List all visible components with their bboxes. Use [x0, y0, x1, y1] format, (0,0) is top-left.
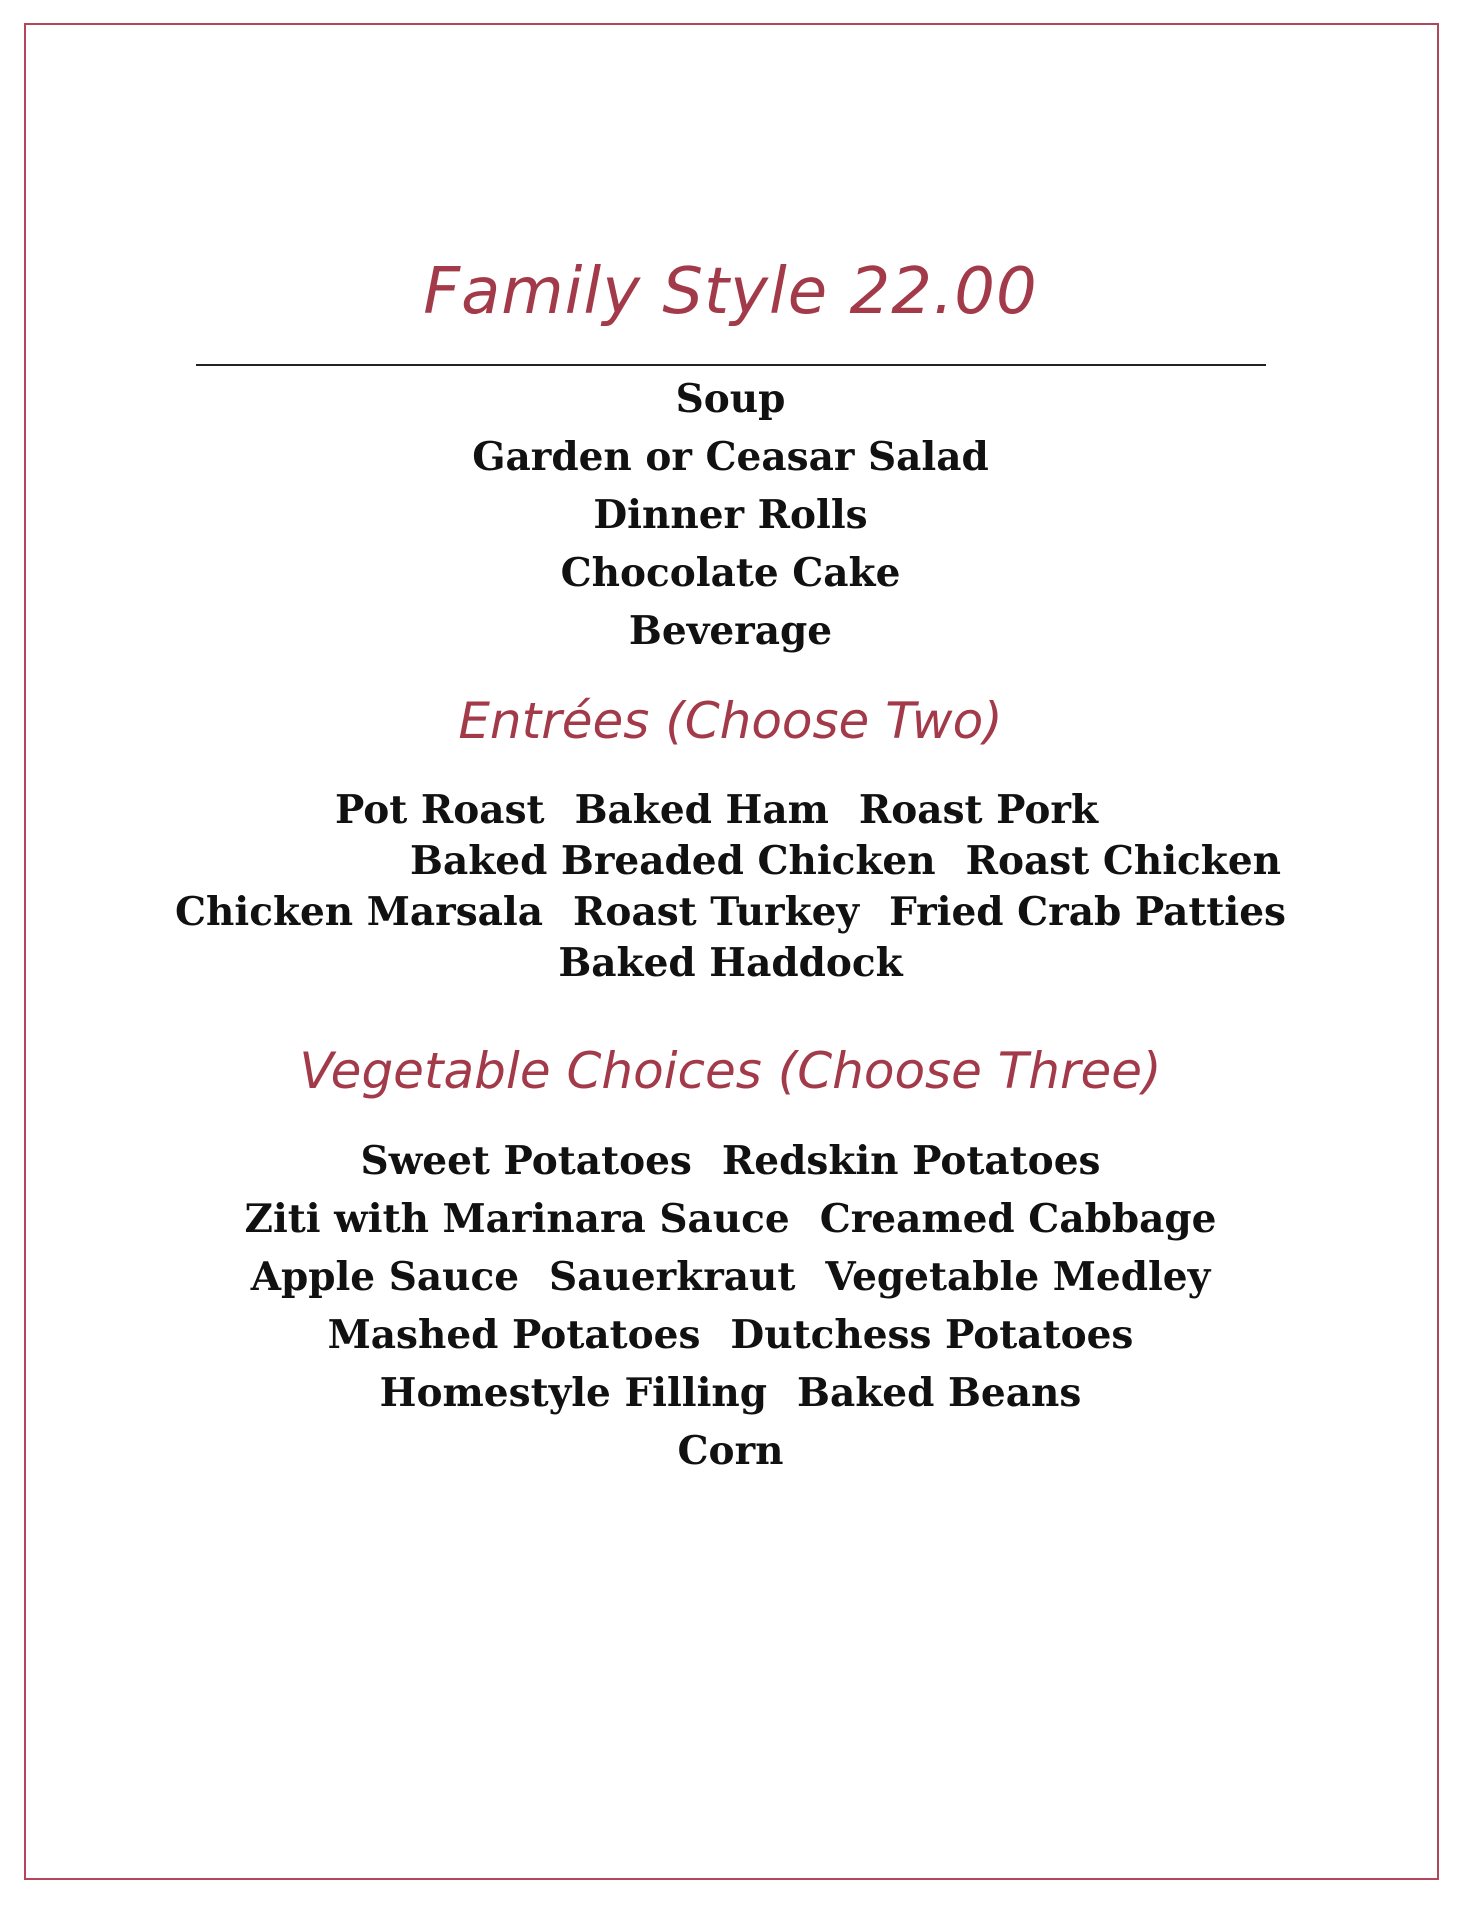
- menu-title: Family Style 22.00: [423, 255, 1038, 329]
- included-item: Beverage: [628, 608, 833, 654]
- vegetable-item: Redskin Potatoes: [721, 1138, 1101, 1184]
- entree-item: Chicken Marsala: [174, 889, 544, 935]
- entrees-heading: Entrées (Choose Two): [458, 692, 1003, 750]
- vegetable-item: Apple Sauce: [250, 1254, 520, 1300]
- vegetable-row: [0, 1422, 1461, 1480]
- entree-item: Fried Crab Patties: [889, 889, 1287, 935]
- vegetable-item: Ziti with Marinara Sauce: [244, 1196, 790, 1242]
- vegetable-row: [0, 1190, 1461, 1248]
- vegetable-row: [0, 1306, 1461, 1364]
- vegetable-item: Sweet Potatoes: [360, 1138, 692, 1184]
- vegetable-item: Creamed Cabbage: [819, 1196, 1217, 1242]
- vegetable-item: Dutchess Potatoes: [730, 1312, 1134, 1358]
- title-divider: [196, 364, 1266, 366]
- entree-item: Baked Ham: [574, 787, 829, 833]
- vegetable-item: Vegetable Medley: [825, 1254, 1211, 1300]
- included-item: Dinner Rolls: [593, 492, 868, 538]
- entree-item: Roast Turkey: [573, 889, 860, 935]
- entree-row: [0, 887, 1461, 938]
- entree-item: Baked Breaded Chicken: [410, 838, 936, 884]
- vegetable-row: [0, 1364, 1461, 1422]
- vegetable-row: [0, 1248, 1461, 1306]
- vegetable-item: Sauerkraut: [549, 1254, 796, 1300]
- entree-item: Roast Chicken: [965, 838, 1281, 884]
- vegetable-item: Baked Beans: [797, 1370, 1082, 1416]
- entree-item: Roast Pork: [858, 787, 1098, 833]
- vegetable-row: [0, 1132, 1461, 1190]
- entree-item: Baked Haddock: [558, 940, 903, 986]
- entree-row: [0, 785, 1447, 836]
- entree-row: [0, 938, 1461, 989]
- included-item: Garden or Ceasar Salad: [472, 434, 989, 480]
- vegetable-item: Mashed Potatoes: [327, 1312, 701, 1358]
- entree-item: Pot Roast: [335, 787, 545, 833]
- included-item: Chocolate Cake: [560, 550, 901, 596]
- vegetable-item: Corn: [677, 1428, 784, 1474]
- entree-row: [115, 836, 1484, 887]
- included-item: Soup: [675, 376, 786, 422]
- vegetables-heading: Vegetable Choices (Choose Three): [299, 1042, 1162, 1100]
- vegetable-item: Homestyle Filling: [379, 1370, 768, 1416]
